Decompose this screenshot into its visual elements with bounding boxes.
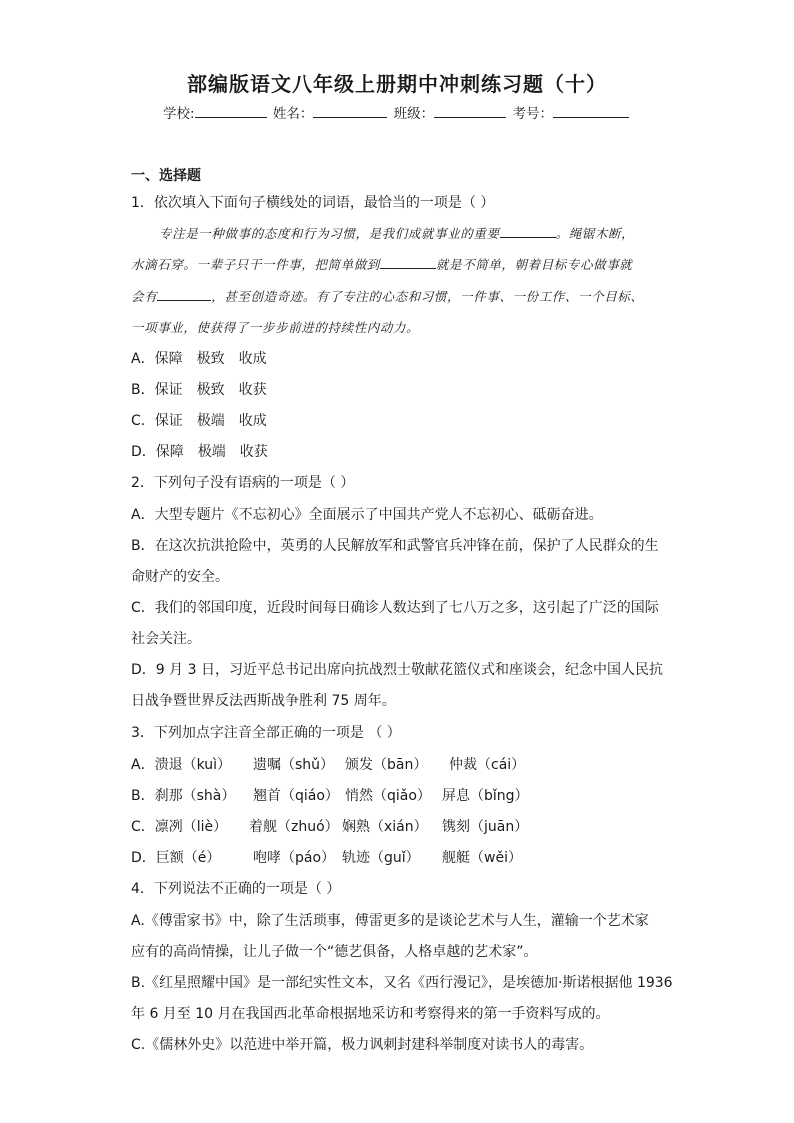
question-1-option-b[interactable]: B．保证 极致 收获 [131,382,267,398]
question-1-stem: 1．依次填入下面句子横线处的词语，最恰当的一项是（ ） [131,195,495,211]
question-4-option-b-line-1[interactable]: B.《红星照耀中国》是一部纪实性文本，又名《西行漫记》，是埃德加·斯诺根据他 1936 [131,975,673,991]
page-title: 部编版语文八年级上册期中冲刺练习题（十） [187,72,607,96]
question-1-option-c[interactable]: C．保证 极端 收成 [131,413,267,429]
question-2-option-d-line-2[interactable]: 日战争暨世界反法西斯战争胜利 75 周年。 [131,693,396,709]
question-2-option-b-line-1[interactable]: B．在这次抗洪抢险中，英勇的人民解放军和武警官兵冲锋在前，保护了人民群众的生 [131,538,659,554]
question-2-option-c-line-2[interactable]: 社会关注。 [131,631,201,647]
section-heading: 一、选择题 [131,168,201,184]
class-label: 班级： [393,106,435,122]
question-1-passage-line-3: 会有 ，甚至创造奇迹。有了专注的心态和习惯，一件事、一份工作、一个目标、 [131,289,644,304]
question-4-option-b-line-2[interactable]: 年 6 月至 10 月在我国西北革命根据地采访和考察得来的第一手资料写成的。 [131,1006,610,1022]
blank-1 [500,225,556,238]
name-label: 姓名： [272,106,314,122]
name-blank[interactable] [313,103,387,118]
question-2-option-d-line-1[interactable]: D．9 月 3 日，习近平总书记出席向抗战烈士敬献花篮仪式和座谈会，纪念中国人民抗 [131,662,663,678]
question-1-passage-line-4: 一项事业，使获得了一步步前进的持续性内动力。 [131,320,420,335]
question-4-option-a-line-2[interactable]: 应有的高尚情操，让儿子做一个“德艺俱备，人格卓越的艺术家”。 [131,944,538,960]
school-blank[interactable] [195,103,267,118]
question-3-stem: 3．下列加点字注音全部正确的一项是 （ ） [131,725,401,741]
question-2-stem: 2．下列句子没有语病的一项是（ ） [131,475,355,491]
school-label: 学校: [163,106,195,122]
question-1-passage-line-1: 专注是一种做事的态度和行为习惯，是我们成就事业的重要 。绳锯木断， [159,226,635,241]
question-2-option-b-line-2[interactable]: 命财产的安全。 [131,569,229,585]
blank-3 [157,288,211,301]
exam-number-label: 考号： [512,106,553,122]
question-4-stem: 4．下列说法不正确的一项是（ ） [131,881,341,897]
class-blank[interactable] [434,103,506,118]
student-info-row [0,102,794,122]
blank-2 [380,256,436,269]
question-1-passage-line-2: 水滴石穿。一辈子只干一件事，把简单做到 就是不简单，朝着目标专心做事就 [131,257,633,272]
question-1-option-d[interactable]: D．保障 极端 收获 [131,444,268,460]
question-2-option-a[interactable]: A．大型专题片《不忘初心》全面展示了中国共产党人不忘初心、砥砺奋进。 [131,507,603,523]
exam-number-blank[interactable] [553,103,629,118]
question-4-option-a-line-1[interactable]: A.《傅雷家书》中，除了生活琐事，傅雷更多的是谈论艺术与人生，灌输一个艺术家 [131,913,649,929]
exam-page: 部编版语文八年级上册期中冲刺练习题（十） 学校: 姓名： 班级： 考号： 一、选择题 1．依次填入下面句子横线处的词语，最恰当的一项是（ ） 专注是一种做事的态度和行为习惯，是我们成就事业的重要 。绳锯木断， 水滴石穿。一辈子只干一件事，把简单做到 就是不简单，朝着目标专心做事就 会有 ，甚至创造奇迹。有了专注的心态和习惯，一件事、一份工作、一个目标、 一项事业，使获得了一步步前进的持续性内动力。 A．保障 极致 收成 B．保证 极致 收获 C．保证 极端 收成 D．保障 极端 收获 2．下列句子没有语病的一项是（ ） A．大型专题片《不忘初心》全面展示了中国共产党人不忘初心、砥砺奋进。 B．在这次抗洪抢险中，英勇的人民解放军和武警官兵冲锋在前，保护了人民群众的生 命财产的安全。 C．我们的邻国印度，近段时间每日确诊人数达到了七八万之多，这引起了广泛的国际 社会关注。 D．9 月 3 日，习近平总书记出席向抗战烈士敬献花篮仪式和座谈会，纪念中国人民抗 日战争暨世界反法西斯战争胜利 75 周年。 3．下列加点字注音全部正确的一项是 （ ） A．溃退（kuì） 遗嘱（shǔ） 颁发（bān） 仲裁（cái） B．刹那（shà） 翘首（qiáo） 悄然（qiǎo） 屏息（bǐng） C．凛冽（liè） 着舰（zhuó） 娴熟（xián） 镌刻（juān） D．巨额（é） 咆哮（páo） 轨迹（guǐ） 舰艇（wěi） 4．下列说法不正确的一项是（ ） A.《傅雷家书》中，除了生活琐事，傅雷更多的是谈论艺术与人生，灌输一个艺术家 应有的高尚情操，让儿子做一个“德艺俱备，人格卓越的艺术家”。 B.《红星照耀中国》是一部纪实性文本，又名《西行漫记》，是埃德加·斯诺根据他 1936 年 6 月至 10 月在我国西北革命根据地采访和考察得来的第一手资料写成的。 C.《儒林外史》以范进中举开篇，极力讽刺封建科举制度对读书人的毒害。 [0,0,794,1123]
question-1-option-a[interactable]: A．保障 极致 收成 [131,351,267,367]
question-4-option-c[interactable]: C.《儒林外史》以范进中举开篇，极力讽刺封建科举制度对读书人的毒害。 [131,1037,594,1053]
question-2-option-c-line-1[interactable]: C．我们的邻国印度，近段时间每日确诊人数达到了七八万之多，这引起了广泛的国际 [131,600,659,616]
